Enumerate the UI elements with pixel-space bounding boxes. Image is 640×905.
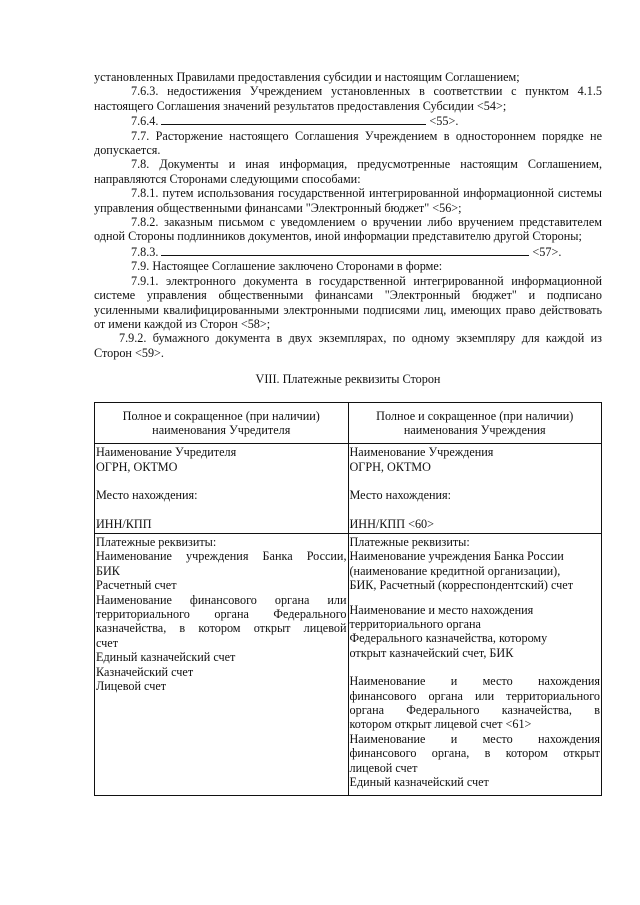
cell-text-line: территориального органа — [349, 617, 481, 631]
bank-details-lines — [350, 535, 601, 593]
cell-text-line: Платежные реквизиты: — [349, 534, 470, 549]
document-page — [94, 70, 602, 796]
paragraph-7-8-1: 7.8.1. путем использования государственной интегрированной информационной системы управления общественными финансами "Электронный бюджет" <56>; — [94, 186, 602, 215]
cell-text-line: счет — [96, 635, 119, 650]
header-institution: Полное и сокращенное (при наличии) наименования Учреждения — [348, 402, 602, 444]
institution-ogrn: ОГРН, ОКТМО — [349, 459, 431, 474]
cell-text-line: Единый казначейский счет — [349, 775, 489, 790]
paragraph-7-9-1: 7.9.1. электронного документа в государственной интегрированной информационной системе управления общественными финансами "Электронный бюджет" и подписано усиленными квалифицированными электронными подписями лиц, имеющих право действовать от имени каждой из Сторон <58>; — [94, 273, 602, 331]
blank-line — [161, 244, 529, 256]
cell-text-line: Наименование учреждения Банка России — [349, 549, 564, 564]
cell-text-line: Платежные реквизиты: — [96, 534, 217, 549]
cell-text-line: лицевой счет — [349, 760, 418, 775]
table-row — [95, 533, 602, 796]
paragraph-7-8: 7.8. Документы и иная информация, предусмотренные настоящим Соглашением, направляются Сторонами следующими способами: — [94, 157, 602, 186]
cell-text-line: Единый казначейский счет — [96, 650, 236, 665]
paragraph-7-6-4 — [94, 113, 602, 128]
cell-text-line: Наименование и место нахождения — [349, 674, 600, 689]
institution-location: Место нахождения: — [349, 488, 452, 503]
clause-number: 7.8.3. — [131, 244, 159, 259]
founder-payment-cell — [95, 533, 349, 796]
paragraph-7-7: 7.7. Расторжение настоящего Соглашения Учреждением в одностороннем порядке не допускается. — [94, 128, 602, 158]
cell-text-line: органа Федерального казначейства, в — [349, 703, 600, 718]
cell-text-line: Наименование и место нахождения — [349, 602, 534, 617]
footnote-ref: <55>. — [429, 114, 459, 129]
cell-text-line: котором открыт лицевой счет <61> — [349, 717, 532, 732]
table-row — [95, 444, 602, 534]
paragraph-continuation: установленных Правилами предоставления субсидии и настоящим Соглашением; — [94, 70, 520, 84]
footnote-ref: <57>. — [532, 244, 562, 259]
paragraph-7-9: 7.9. Настоящее Соглашение заключено Сторонами в форме: — [131, 259, 443, 274]
cell-text-line: Казначейский счет — [96, 664, 194, 679]
founder-info-cell — [95, 444, 349, 534]
founder-name: Наименование Учредителя — [96, 445, 237, 460]
institution-info-cell — [348, 444, 602, 534]
treasury-details-lines — [350, 603, 601, 661]
table-header-row — [95, 402, 602, 444]
cell-text-line: Наименование и место нахождения — [349, 731, 600, 746]
founder-payment-lines — [96, 535, 347, 693]
founder-ogrn: ОГРН, ОКТМО — [96, 459, 178, 474]
header-founder: Полное и сокращенное (при наличии) наименования Учредителя — [95, 402, 349, 444]
cell-text-line: (наименование кредитной организации), — [349, 563, 561, 578]
cell-text-line: БИК, Расчетный (корреспондентский) счет — [349, 578, 574, 593]
cell-text-line: Наименование учреждения Банка России, — [96, 549, 347, 564]
cell-text-line: территориального органа Федерального — [96, 607, 347, 621]
cell-text-line: открыт казначейский счет, БИК — [349, 645, 514, 660]
cell-text-line: финансового органа или территориального — [349, 688, 600, 703]
paragraph-7-9-2: 7.9.2. бумажного документа в двух экземплярах, по одному экземпляру для каждой из Сторон <59>. — [94, 331, 602, 360]
finance-body-lines — [350, 674, 601, 789]
paragraph-7-6-3: 7.6.3. недостижения Учреждением установленных в соответствии с пунктом 4.1.5 настоящего Соглашения значений результатов предоставления Субсидии <54>; — [94, 84, 602, 113]
cell-text-line: Лицевой счет — [96, 679, 167, 694]
paragraph-7-8-2: 7.8.2. заказным письмом с уведомлением о вручении либо вручением представителем одной Стороны подлинников документов, иной информации представителю другой Стороны; — [94, 215, 602, 244]
cell-text-line: Наименование финансового органа или — [96, 592, 347, 607]
clause-number: 7.6.4. — [131, 114, 159, 129]
founder-inn: ИНН/КПП — [96, 516, 152, 531]
cell-text-line: финансового органа, в котором открыт — [349, 746, 600, 761]
blank-line — [161, 113, 426, 125]
paragraph-7-8-3 — [94, 244, 602, 259]
founder-location: Место нахождения: — [96, 488, 198, 503]
cell-text-line: казначейства, в котором открыт лицевой — [96, 621, 347, 636]
cell-text-line: Расчетный счет — [96, 578, 177, 593]
institution-name: Наименование Учреждения — [349, 445, 494, 460]
institution-inn: ИНН/КПП <60> — [349, 516, 435, 531]
payment-details-table — [94, 402, 602, 797]
cell-text-line: Федерального казначейства, которому — [349, 631, 548, 646]
institution-payment-cell — [348, 533, 602, 796]
cell-text-line: БИК — [96, 563, 120, 578]
section-title: VIII. Платежные реквизиты Сторон — [255, 372, 441, 387]
